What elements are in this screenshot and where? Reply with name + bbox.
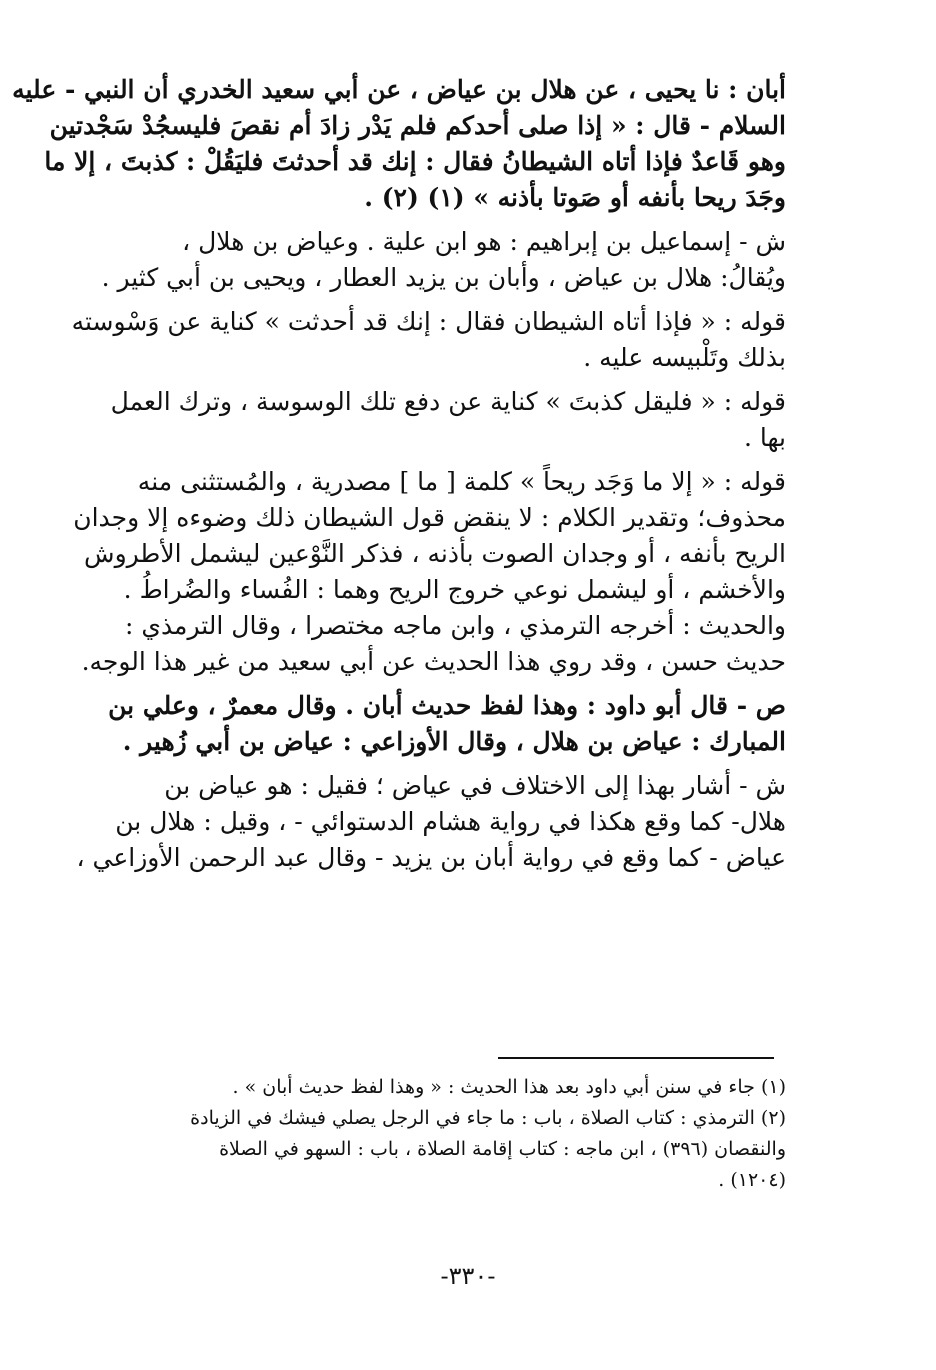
text-line: ويُقالُ: هلال بن عياض ، وأبان بن يزيد العطار ، ويحيى بن أبي كثير . — [101, 263, 786, 292]
text-line: بذلك وتَلْبيسه عليه . — [583, 343, 786, 372]
footnote-line: (١) جاء في سنن أبي داود بعد هذا الحديث : « وهذا لفظ حديث أبان » . — [232, 1076, 786, 1098]
text-line: حديث حسن ، وقد روي هذا الحديث عن أبي سعيد من غير هذا الوجه. — [81, 647, 786, 676]
text-line: الريح بأنفه ، أو وجدان الصوت بأذنه ، فذكر النَّوْعين ليشمل الأطروش — [84, 539, 786, 568]
text-line: وهو قَاعدٌ فإذا أتاه الشيطانُ فقال : إنك قد أحدثتَ فليَقُلْ : كذبتَ ، إلا ما — [44, 147, 786, 176]
text-line: قوله : « فإذا أتاه الشيطان فقال : إنك قد أحدثت » كناية عن وَسْوسته — [71, 307, 786, 336]
commentary-paragraph — [73, 464, 786, 680]
text-line: هلال- كما وقع هكذا في رواية هشام الدستوائي - ، وقيل : هلال بن — [115, 807, 786, 836]
text-line: ش - إسماعيل بن إبراهيم : هو ابن علية . وعياض بن هلال ، — [182, 227, 786, 256]
text-line: ص - قال أبو داود : وهذا لفظ حديث أبان . وقال معمرٌ ، وعلي بن — [108, 691, 786, 720]
main-text — [12, 72, 786, 876]
text-line: والحديث : أخرجه الترمذي ، وابن ماجه مختصرا ، وقال الترمذي : — [125, 611, 786, 640]
footnotes — [96, 1072, 786, 1196]
commentary-paragraph — [71, 304, 786, 376]
text-line: عياض - كما وقع في رواية أبان بن يزيد - وقال عبد الرحمن الأوزاعي ، — [76, 843, 786, 872]
commentary-paragraph — [76, 768, 786, 876]
footnote-line: (١٢٠٤) . — [718, 1169, 786, 1191]
commentary-paragraph — [100, 224, 786, 296]
text-line: السلام - قال : « إذا صلى أحدكم فلم يَدْر زادَ أم نقصَ فليسجُدْ سَجْدتين — [49, 111, 786, 140]
text-line: ش - أشار بهذا إلى الاختلاف في عياض ؛ فقيل : هو عياض بن — [164, 771, 786, 800]
text-line: أبان : نا يحيى ، عن هلال بن عياض ، عن أبي سعيد الخدري أن النبي - عليه — [12, 75, 786, 104]
text-line: والأخشم ، أو ليشمل نوعي خروج الريح وهما : الفُساء والضُراطُ . — [123, 575, 786, 604]
footnote-separator — [498, 1057, 774, 1059]
text-line: وجَدَ ريحا بأنفه أو صَوتا بأذنه » (١) (٢) . — [364, 183, 786, 212]
text-line: المبارك : عياض بن هلال ، وقال الأوزاعي : عياض بن أبي زُهير . — [122, 727, 786, 756]
footnote-line: (٢) الترمذي : كتاب الصلاة ، باب : ما جاء في الرجل يصلي فيشك في الزيادة — [190, 1107, 786, 1129]
text-line: قوله : « إلا ما وَجَد ريحاً » كلمة [ ما ] مصدرية ، والمُستثنى منه — [137, 467, 786, 496]
text-line: قوله : « فليقل كذبتَ » كناية عن دفع تلك الوسوسة ، وترك العمل — [110, 387, 786, 416]
commentary-paragraph — [100, 384, 786, 456]
text-line: بها . — [744, 423, 786, 452]
abu-dawud-text — [100, 688, 786, 760]
footnote-line: والنقصان (٣٩٦) ، ابن ماجه : كتاب إقامة الصلاة ، باب : السهو في الصلاة — [219, 1138, 786, 1160]
page-number: -٣٣٠- — [440, 1262, 496, 1290]
hadith-text — [12, 72, 786, 216]
text-line: محذوف؛ وتقدير الكلام : لا ينقض قول الشيطان ذلك وضوءه إلا وجدان — [73, 503, 786, 532]
